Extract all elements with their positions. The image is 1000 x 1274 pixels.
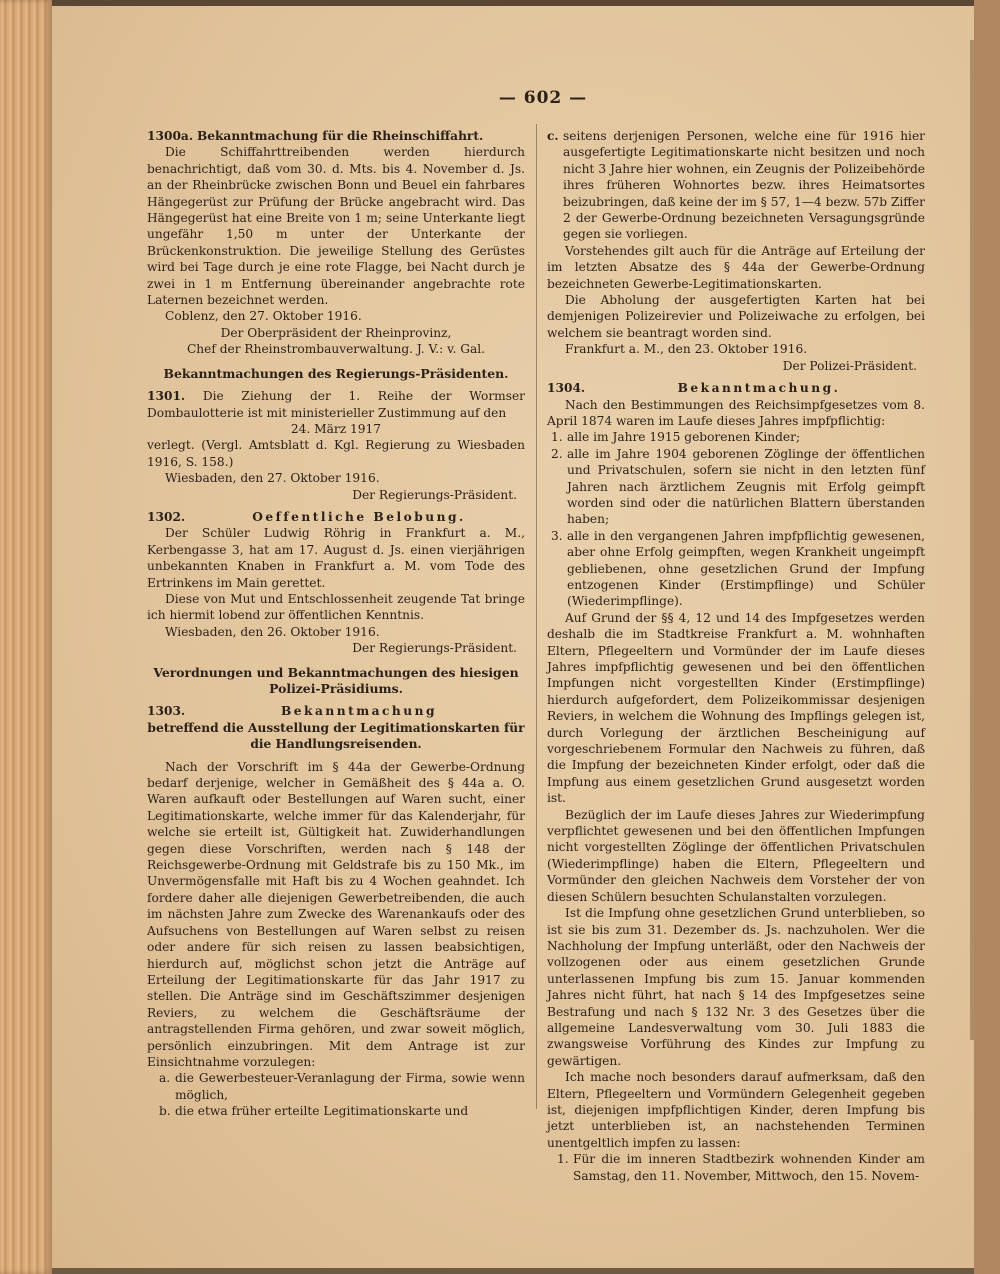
list-item [147, 1070, 525, 1103]
list-item [547, 446, 925, 528]
list-marker: b. [159, 1104, 171, 1119]
section-subtitle: betreffend die Ausstellung der Legitimationskarten für die Handlungsreisenden. [147, 720, 525, 752]
right-column [547, 128, 925, 1184]
section-title: Bekanntmachung für die Rheinschiffahrt. [196, 129, 484, 143]
list-item [147, 1103, 525, 1119]
list-marker: 2. [551, 446, 563, 461]
section-body: Der Schüler Ludwig Röhrig in Frankfurt a. M., Kerbengasse 3, hat am 17. August d. Js. einen vierjährigen unbekannten Knaben in Frankfurt a. M. vom Tode des Ertrinkens im Main gerettet. [147, 526, 525, 590]
signature-line: Der Regierungs-Präsident. [352, 641, 517, 656]
list-item [547, 528, 925, 610]
list-text: alle in den vergangenen Jahren impfpflichtig gewesenen, aber ohne Erfolg geimpften, wegen Krankheit ungeimpft gebliebenen, ohne gesetzlichen Grund der Impfung entzogenen Kinder (Erstimpflinge) und Schüler (Wiederimpflinge). [567, 528, 925, 609]
place-date: Coblenz, den 27. Oktober 1916. [165, 309, 362, 324]
signature-line: Der Oberpräsident der Rheinprovinz, [220, 325, 452, 340]
section-body: Nach der Vorschrift im § 44a der Gewerbe-Ordnung bedarf derjenige, welcher in Gemäßheit des § 44a a. O. Waren aufkauft oder Bestellungen auf Waren sucht, einer Legitimationskarte, welche immer für das Kalenderjahr, für welche sie erteilt ist, Gültigkeit hat. Zuwiderhandlungen gegen diese Vorschriften, werden nach § 148 der Reichsgewerbe-Ordnung mit Geldstrafe bis zu 150 Mk., im Unvermögensfalle mit Haft bis zu 4 Wochen geahndet. Ich fordere daher alle diejenigen Gewerbetreibenden, die auch im nächsten Jahre zum Zwecke des Warenankaufs oder des Aufsuchens von Bestellungen auf Waren selbst zu reisen oder andere für sich reisen zu lassen beabsichtigen, hierdurch auf, möglichst schon jetzt die Anträge auf Erteilung der Legitimationskarte für das Jahr 1917 zu stellen. Die Anträge sind im Geschäftszimmer desjenigen Reviers, zu welchem die Geschäftsräume der antragstellenden Firma gehören, und zwar soweit möglich, persönlich einzubringen. Mit dem Antrage ist zur Einsichtnahme vorzulegen: [147, 759, 525, 1069]
section-1301 [147, 388, 525, 421]
list-text: alle im Jahre 1904 geborenen Zöglinge der öffentlichen und Privatschulen, sofern sie nicht in den letzten fünf Jahren nach ärztlichem Zeugnis mit Erfolg geimpft worden sind oder die natürlichen Blattern überstanden haben; [567, 446, 925, 527]
section-1302-header [147, 509, 525, 525]
section-number: 1304. [547, 381, 586, 396]
left-column [147, 128, 525, 1120]
section-title: Oeffentliche Belobung. [252, 509, 466, 524]
section-body: Die Schiffahrttreibenden werden hierdurch benachrichtigt, daß vom 30. d. Mts. bis 4. November d. Js. an der Rheinbrücke zwischen Bonn und Beuel ein fahrbares Hängegerüst zur Prüfung der Brücke angebracht wird. Das Hängegerüst hat eine Breite von 1 m; seine Unterkante liegt ungefähr 1,50 m unter der Unterkante der Brückenkonstruktion. Die jeweilige Stellung des Gerüstes wird bei Tage durch je eine rote Flagge, bei Nacht durch je zwei in 1 m Entfernung übereinander angebrachte rote Laternen bezeichnet werden. [147, 145, 525, 308]
paragraph: Vorstehendes gilt auch für die Anträge auf Erteilung der im letzten Absatze des § 44a der Gewerbe-Ordnung bezeichneten Gewerbe-Legitimationskarten. [547, 243, 925, 291]
paragraph: Auf Grund der §§ 4, 12 und 14 des Impfgesetzes werden deshalb die im Stadtkreise Frankfurt a. M. wohnhaften Eltern, Pflegeeltern und Vormünder der im Laufe dieses Jahres impfpflichtig gewesenen und bei den öffentlichen Impfungen nicht vorgestellten Kinder (Erstimpflinge) hierdurch aufgefordert, dem Polizeikommissar desjenigen Reviers, in welchem die Wohnung des Impflings gelegen ist, durch Vorlegung der ärztlichen Bescheinigung auf vorgeschriebenem Formular den Nachweis zu führen, daß die Impfung der bezeichneten Kinder erfolgt, oder daß die Impfung aus einem gesetzlichen Grund ausgesetzt worden ist. [547, 610, 925, 806]
list-text: alle im Jahre 1915 geborenen Kinder; [567, 430, 801, 445]
place-date: Frankfurt a. M., den 23. Oktober 1916. [565, 342, 808, 357]
list-text: seitens derjenigen Personen, welche eine für 1916 hier ausgefertigte Legitimationskarte nicht besitzen und noch nicht 3 Jahre hier wohnen, ein Zeugnis der Polizeibehörde ihres früheren Wohnortes bezw. ihres Heimatsortes beizubringen, daß keine der im § 57, 1—4 bezw. 57b Ziffer 2 der Gewerbe-Ordnung bezeichneten Versagungsgründe gegen sie vorliegen. [563, 129, 925, 242]
column-divider [536, 124, 537, 1109]
place-date: Wiesbaden, den 27. Oktober 1916. [165, 471, 380, 486]
section-number: 1302. [147, 509, 186, 524]
section-number: 1303. [147, 704, 186, 719]
section-body: Nach den Bestimmungen des Reichsimpfgesetzes vom 8. April 1874 waren im Laufe dieses Jahres impfpflichtig: [547, 397, 925, 428]
list-marker: a. [159, 1071, 171, 1086]
list-item [547, 128, 925, 243]
list-marker: 1. [557, 1152, 569, 1167]
book-page-edges [0, 0, 52, 1274]
paragraph: Bezüglich der im Laufe dieses Jahres zur Wiederimpfung verpflichtet gewesenen und bei den öffentlichen Impfungen nicht vorgestellten Zöglinge der öffentlichen Privatschulen (Wiederimpflinge) haben die Eltern, Pflegeeltern und Vormünder den gleichen Nachweis dem Vorsteher der von diesen Schülern besuchten Schulanstalten vorzulegen. [547, 807, 925, 904]
section-title: Bekanntmachung. [677, 381, 841, 396]
paragraph: Die Abholung der ausgefertigten Karten hat bei demjenigen Polizeirevier und Polizeiwache zu erfolgen, bei welchem sie beantragt worden sind. [547, 293, 925, 340]
list-item [547, 429, 925, 445]
section-heading: Bekanntmachungen des Regierungs-Präsidenten. [163, 365, 509, 381]
centered-date: 24. März 1917 [290, 421, 382, 436]
list-text: die etwa früher erteilte Legitimationskarte und [175, 1104, 469, 1119]
list-marker: 1. [551, 430, 563, 445]
section-body: verlegt. (Vergl. Amtsblatt d. Kgl. Regierung zu Wiesbaden 1916, S. 158.) [147, 438, 525, 469]
section-number: 1300a. [147, 129, 194, 143]
page-number: — 602 — [498, 88, 588, 108]
list-marker: c. [547, 129, 559, 143]
section-body: Die Ziehung der 1. Reihe der Wormser Dombaulotterie ist mit ministerieller Zustimmung auf den [147, 389, 525, 420]
list-text: die Gewerbesteuer-Veranlagung der Firma, sowie wenn möglich, [175, 1071, 525, 1102]
section-heading: Verordnungen und Bekanntmachungen des hiesigen Polizei-Präsidiums. [153, 664, 519, 696]
signature-line: Der Polizei-Präsident. [782, 358, 917, 373]
paragraph: Ist die Impfung ohne gesetzlichen Grund unterblieben, so ist sie bis zum 31. Dezember ds. Js. nachzuholen. Wer die Nachholung der Impfung unterläßt, oder den Nachweis der vollzogenen oder aus einem gesetzlichen Grunde unterlassenen Impfung bis zum 15. Januar kommenden Jahres nicht führt, hat nach § 14 des Impfgesetzes seine Bestrafung und nach § 132 Nr. 3 des Gesetzes über die allgemeine Landesverwaltung vom 30. Juli 1883 die zwangsweise Vorführung des Kindes zur Impfung zu gewärtigen. [547, 906, 925, 1068]
signature-line: Der Regierungs-Präsident. [352, 487, 517, 502]
section-number: 1301. [147, 389, 186, 404]
signature-line: Chef der Rheinstrombauverwaltung. J. V.: v. Gal. [186, 342, 486, 357]
section-1300a-header [147, 128, 525, 144]
list-marker: 3. [551, 528, 563, 543]
list-text: Für die im inneren Stadtbezirk wohnenden Kinder am Samstag, den 11. November, Mittwoch, den 15. Novem- [573, 1152, 925, 1183]
section-title: Bekanntmachung [280, 704, 438, 719]
paragraph: Ich mache noch besonders darauf aufmerksam, daß den Eltern, Pflegeeltern und Vormündern Gelegenheit gegeben ist, diejenigen impfpflichtigen Kinder, deren Impfung bis jetzt unterblieben ist, an nachstehenden Terminen unentgeltlich impfen zu lassen: [547, 1070, 925, 1150]
section-body: Diese von Mut und Entschlossenheit zeugende Tat bringe ich hiermit lobend zur öffentlichen Kenntnis. [147, 591, 525, 623]
scan-frame-right [974, 0, 1000, 1274]
place-date: Wiesbaden, den 26. Oktober 1916. [165, 624, 380, 639]
section-1303-header [147, 703, 525, 719]
section-1304-header [547, 380, 925, 396]
list-item [547, 1151, 925, 1184]
